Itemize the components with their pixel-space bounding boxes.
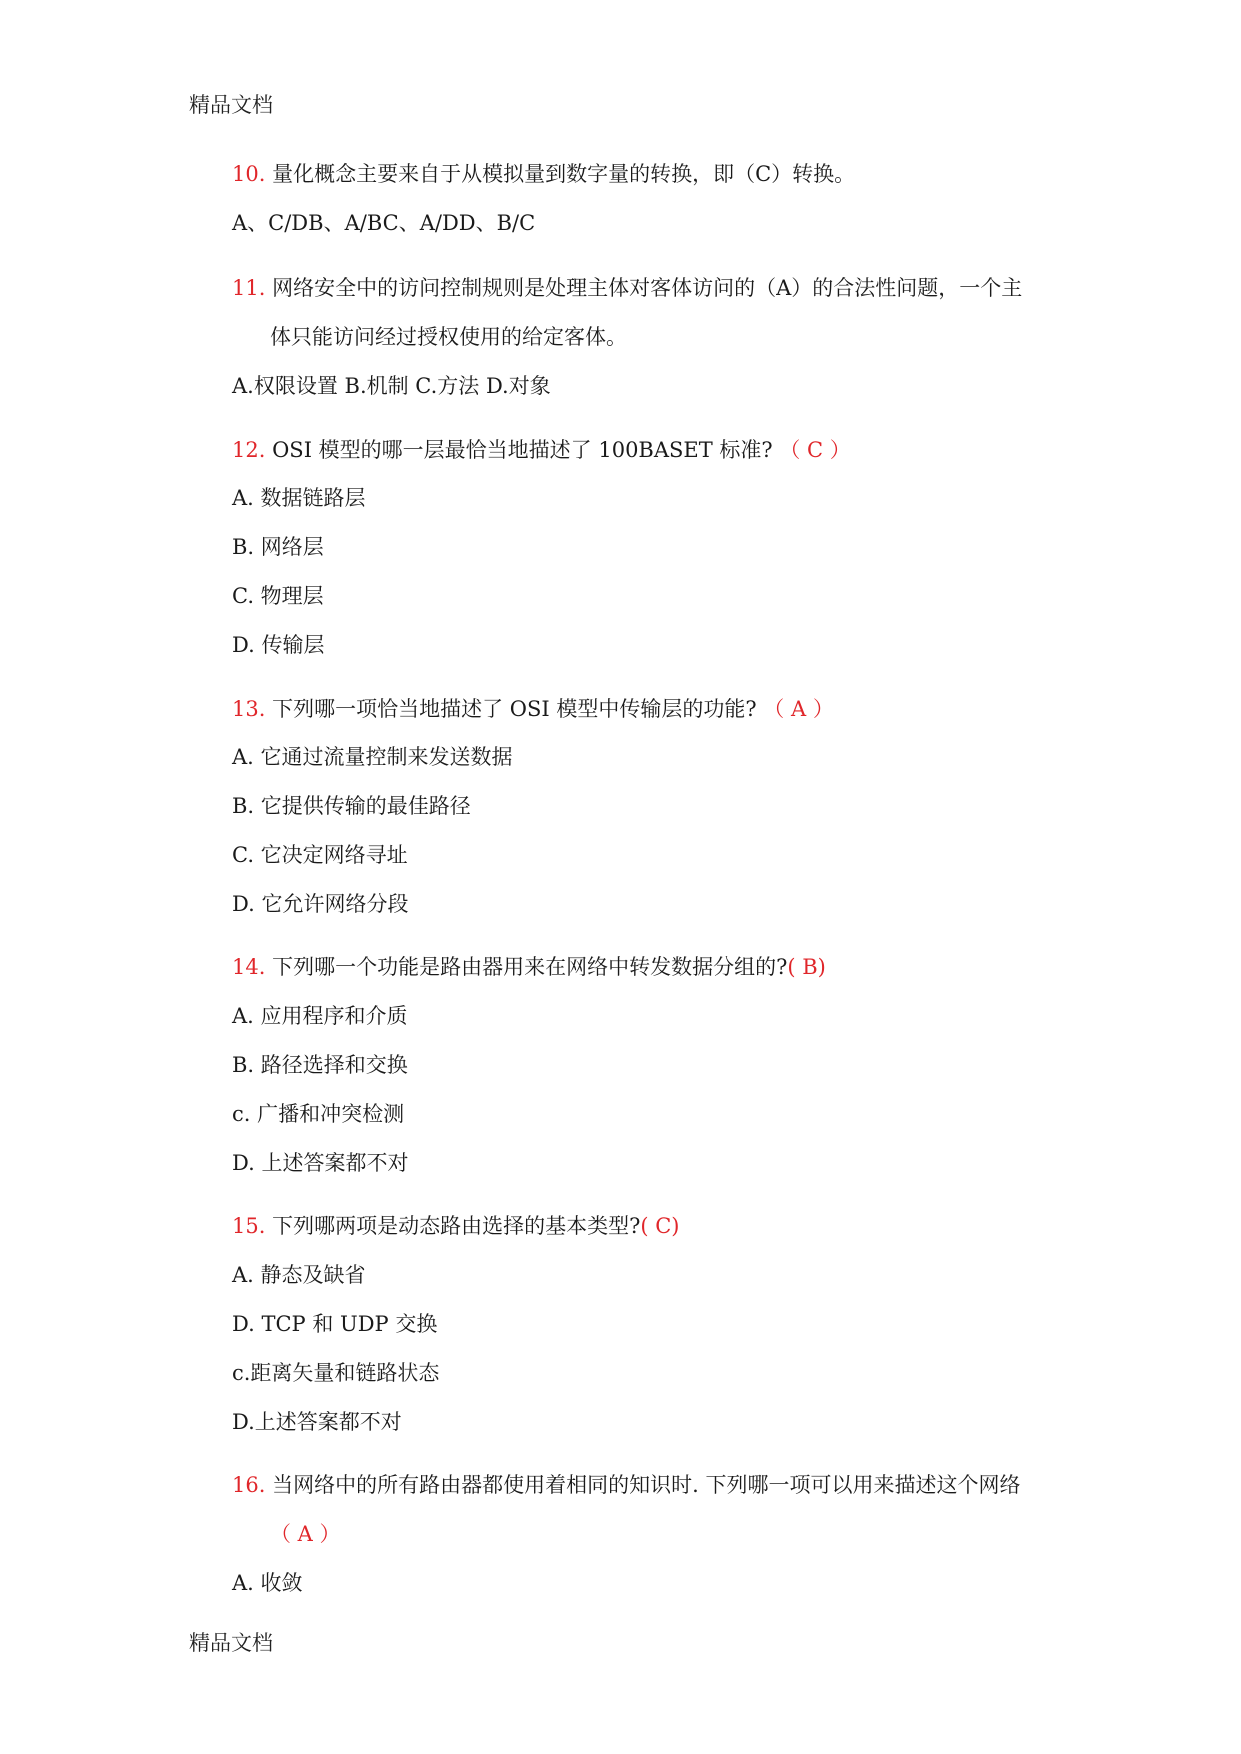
option-c: c. 广播和冲突检测 bbox=[232, 1102, 405, 1126]
option-a: A. 收敛 bbox=[232, 1571, 303, 1595]
question-number: 10. bbox=[232, 162, 266, 186]
answer-key: ( C) bbox=[640, 1214, 680, 1238]
question-text: 量化概念主要来自于从模拟量到数字量的转换，即（C）转换。 bbox=[272, 162, 856, 186]
option-c: c.距离矢量和链路状态 bbox=[232, 1361, 440, 1385]
answer-key: （ C ） bbox=[779, 438, 851, 462]
question-number: 16. bbox=[232, 1473, 266, 1497]
option-d: D. 它允许网络分段 bbox=[232, 892, 409, 916]
question-11-options: A.权限设置 B.机制 C.方法 D.对象 bbox=[232, 374, 551, 398]
question-text: OSI 模型的哪一层最恰当地描述了 100BASET 标准? bbox=[272, 438, 773, 462]
question-16 bbox=[232, 1471, 1020, 1499]
answer-key: （ A ） bbox=[763, 697, 834, 721]
page-header: 精品文档 bbox=[189, 93, 273, 117]
question-number: 14. bbox=[232, 955, 266, 979]
question-text: 下列哪一项恰当地描述了 OSI 模型中传输层的功能? bbox=[272, 697, 757, 721]
question-10 bbox=[232, 160, 855, 188]
question-number: 11. bbox=[232, 276, 266, 300]
question-11-continuation: 体只能访问经过授权使用的给定客体。 bbox=[270, 325, 627, 349]
option-b: B. 它提供传输的最佳路径 bbox=[232, 794, 471, 818]
question-15 bbox=[232, 1212, 680, 1240]
question-text: 下列哪两项是动态路由选择的基本类型? bbox=[272, 1214, 641, 1238]
option-a: A. 静态及缺省 bbox=[232, 1263, 366, 1287]
question-number: 12. bbox=[232, 438, 266, 462]
page-footer: 精品文档 bbox=[189, 1631, 273, 1655]
option-b: B. 网络层 bbox=[232, 535, 324, 559]
option-a: A. 它通过流量控制来发送数据 bbox=[232, 745, 513, 769]
option-b: B. 路径选择和交换 bbox=[232, 1053, 408, 1077]
answer-key: ( B) bbox=[787, 955, 826, 979]
question-text: 下列哪一个功能是路由器用来在网络中转发数据分组的? bbox=[272, 955, 788, 979]
option-d: D. 传输层 bbox=[232, 633, 325, 657]
question-11 bbox=[232, 274, 1022, 302]
question-13 bbox=[232, 695, 834, 723]
answer-key: （ A ） bbox=[270, 1522, 341, 1546]
question-12 bbox=[232, 436, 851, 464]
option-c: C. 它决定网络寻址 bbox=[232, 843, 408, 867]
option-a: A. 应用程序和介质 bbox=[232, 1004, 408, 1028]
option-b: D. TCP 和 UDP 交换 bbox=[232, 1312, 438, 1336]
question-text: 当网络中的所有路由器都使用着相同的知识时. 下列哪一项可以用来描述这个网络 bbox=[272, 1473, 1021, 1497]
question-10-options: A、C/DB、A/BC、A/DD、B/C bbox=[232, 211, 536, 235]
question-14 bbox=[232, 953, 826, 981]
option-d: D.上述答案都不对 bbox=[232, 1410, 402, 1434]
option-c: C. 物理层 bbox=[232, 584, 324, 608]
question-number: 13. bbox=[232, 697, 266, 721]
question-number: 15. bbox=[232, 1214, 266, 1238]
option-a: A. 数据链路层 bbox=[232, 486, 366, 510]
question-text: 网络安全中的访问控制规则是处理主体对客体访问的（A）的合法性问题，一个主 bbox=[272, 276, 1023, 300]
option-d: D. 上述答案都不对 bbox=[232, 1151, 409, 1175]
